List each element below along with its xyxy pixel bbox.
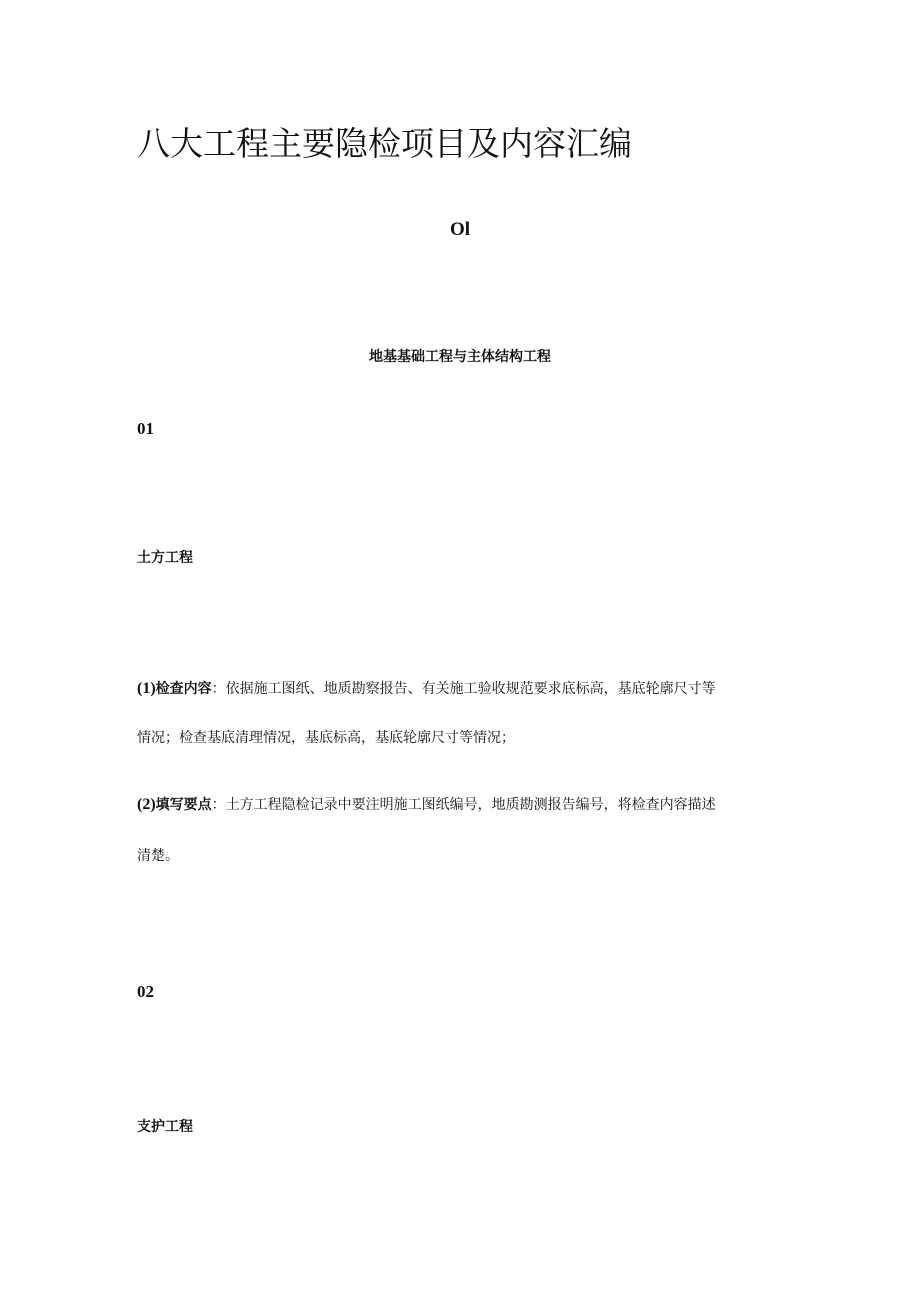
part-heading: 地基基础工程与主体结构工程 [369, 349, 551, 365]
item-2-number: (2) [137, 796, 156, 813]
item-1-text-line-1: 依据施工图纸、地质勘察报告、有关施工验收规范要求底标高，基底轮廓尺寸等 [225, 681, 716, 697]
item-1-line-2: 情况；检查基底清理情况，基底标高，基底轮廓尺寸等情况； [137, 730, 515, 746]
item-2-line-2: 清楚。 [137, 848, 179, 864]
part-number: Ol [449, 219, 471, 240]
section-number: 01 [137, 419, 154, 438]
section-number: 02 [137, 982, 154, 1001]
item-1-separator: ： [211, 681, 226, 697]
document-title: 八大工程主要隐检项目及内容汇编 [137, 124, 632, 163]
item-1-label: 检查内容 [155, 681, 212, 697]
item-2-separator: ： [211, 797, 226, 813]
item-2-text-line-1: 土方工程隐检记录中要注明施工图纸编号，地质勘测报告编号，将检查内容描述 [225, 797, 716, 813]
section-title: 土方工程 [137, 550, 193, 566]
item-2-line-1 [137, 794, 716, 814]
item-2-label: 填写要点 [155, 797, 212, 813]
item-1-number: (1) [137, 680, 156, 697]
item-1-line-1 [137, 678, 716, 698]
section-title: 支护工程 [137, 1119, 193, 1135]
